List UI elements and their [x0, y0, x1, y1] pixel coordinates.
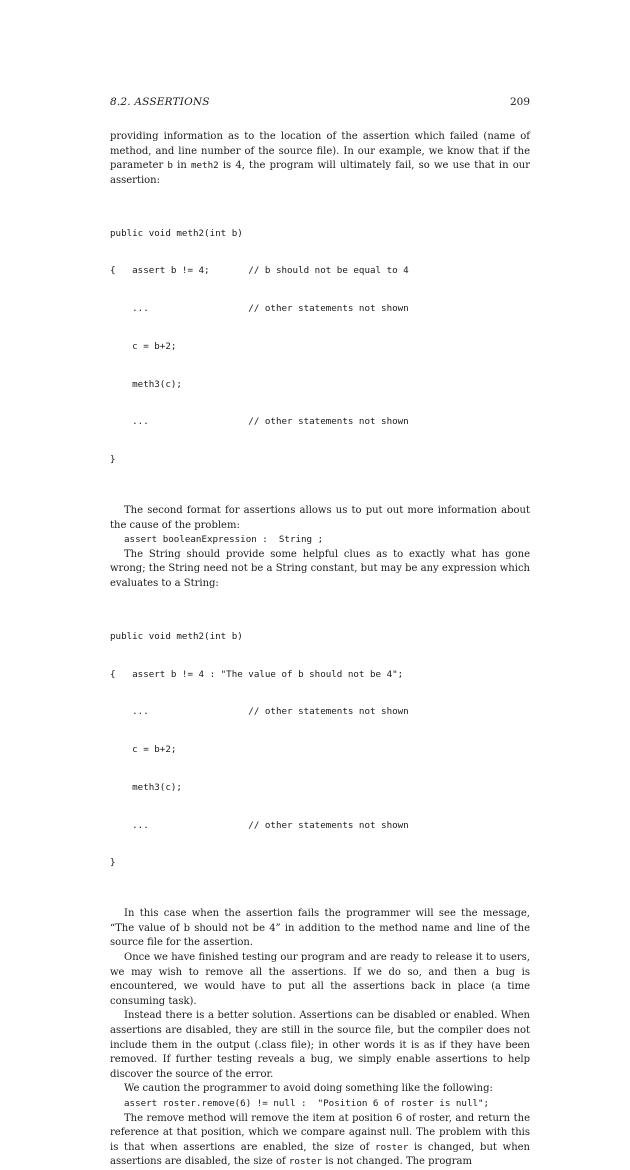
code-line: } — [110, 454, 116, 466]
code-listing-1 — [110, 202, 530, 492]
inline-code-roster: roster — [288, 1156, 323, 1168]
page-number: 209 — [509, 96, 530, 108]
running-head — [110, 96, 530, 109]
code-line: public void meth2(int b) — [110, 227, 243, 239]
paragraph-location-info: providing information as to the location of the assertion which failed (name of method, and line number of the source file). In our example, we know that if the parameter b in meth2 is 4, the program will ultimately fail, so we use that in our assertion: — [110, 131, 530, 186]
caution-code-line: assert roster.remove(6) != null : "Position 6 of roster is null"; — [124, 1097, 490, 1109]
code-line: c = b+2; — [110, 340, 177, 352]
paragraph-second-format: The second format for assertions allows us to put out more information about the cause of the problem: — [110, 505, 530, 531]
code-line: } — [110, 857, 116, 869]
code-line: meth3(c); — [110, 378, 182, 390]
paragraph-disable-enable: Instead there is a better solution. Assertions can be disabled or enabled. When assertions are disabled, they are still in the source file, but the compiler does not include them in the output (.class file); in other words it is as if they have been removed. If further testing reveals a bug, we simply enable assertions to help discover the source of the error. — [110, 1010, 530, 1080]
paragraph-string-clues: The String should provide some helpful clues as to exactly what has gone wrong; the String need not be a String constant, but may be any expression which evaluates to a String: — [110, 548, 530, 589]
assert-syntax-line: assert booleanExpression : String ; — [124, 534, 324, 546]
code-line: meth3(c); — [110, 781, 182, 793]
section-title: 8.2. ASSERTIONS — [110, 96, 210, 108]
code-line: ... // other statements not shown — [110, 819, 409, 831]
code-listing-2 — [110, 606, 530, 896]
inline-code-meth2: meth2 — [190, 160, 219, 172]
code-line: { assert b != 4 : "The value of b should not be 4"; — [110, 668, 404, 680]
paragraph-assertion-fails: In this case when the assertion fails the programmer will see the message, “The value of b should not be 4” in addition to the method name and line of the source file for the assertion. — [110, 908, 530, 949]
code-line: public void meth2(int b) — [110, 630, 243, 642]
code-line: ... // other statements not shown — [110, 706, 409, 718]
code-line: c = b+2; — [110, 744, 177, 756]
book-page — [110, 96, 530, 1170]
code-line: { assert b != 4; // b should not be equal to 4 — [110, 265, 409, 277]
paragraph-remove-assertions: Once we have finished testing our program and are ready to release it to users, we may wish to remove all the assertions. If we do so, and then a bug is encountered, we would have to put all the assertions back in place (a time consuming task). — [110, 952, 530, 1007]
paragraph-caution: We caution the programmer to avoid doing something like the following: — [124, 1083, 493, 1095]
inline-code-b: b — [167, 160, 173, 172]
inline-code-roster: roster — [375, 1141, 409, 1153]
paragraph-remove-method: The remove method will remove the item at position 6 of roster, and return the reference at that position, which we compare against null. The problem with this is that when assertions are enabled, the size of roster is changed, but when assertions are disabled, the size of roster is not changed. The program — [110, 1112, 530, 1168]
code-line: ... // other statements not shown — [110, 416, 409, 428]
code-line: ... // other statements not shown — [110, 303, 409, 315]
